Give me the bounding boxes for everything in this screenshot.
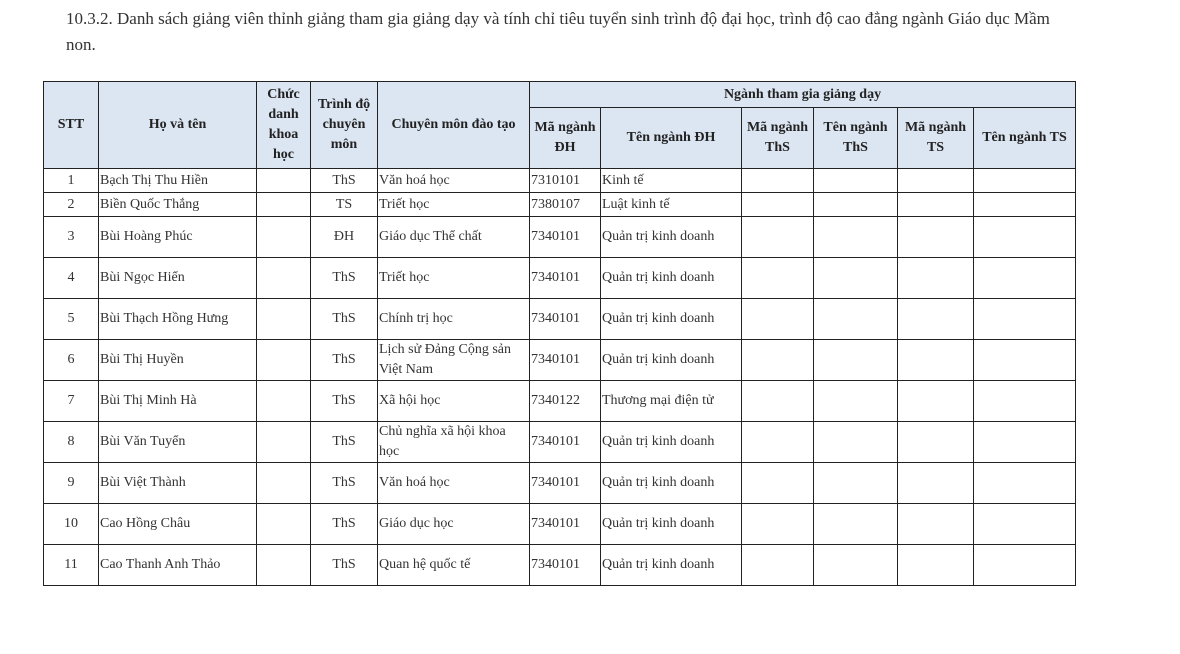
- cell-name: Bùi Ngọc Hiển: [99, 258, 257, 299]
- cell-code-ts: [898, 504, 974, 545]
- cell-degree: ThS: [311, 299, 378, 340]
- table-body: [44, 169, 1076, 586]
- cell-code-dh: 7340101: [530, 545, 601, 586]
- cell-name-ths: [814, 299, 898, 340]
- cell-stt: 6: [44, 340, 99, 381]
- cell-code-dh: 7310101: [530, 169, 601, 193]
- cell-specialty: Triết học: [378, 258, 530, 299]
- cell-name-dh: Quản trị kinh doanh: [601, 258, 742, 299]
- cell-name: Bạch Thị Thu Hiền: [99, 169, 257, 193]
- cell-code-ts: [898, 381, 974, 422]
- cell-degree: ThS: [311, 381, 378, 422]
- cell-name-ts: [974, 545, 1076, 586]
- cell-name-dh: Quản trị kinh doanh: [601, 504, 742, 545]
- cell-name-dh: Quản trị kinh doanh: [601, 340, 742, 381]
- cell-stt: 10: [44, 504, 99, 545]
- cell-code-dh: 7340122: [530, 381, 601, 422]
- table-row: [44, 299, 1076, 340]
- cell-name-ts: [974, 169, 1076, 193]
- cell-code-ths: [742, 381, 814, 422]
- cell-title: [257, 381, 311, 422]
- cell-specialty: Giáo dục Thể chất: [378, 217, 530, 258]
- cell-title: [257, 463, 311, 504]
- cell-name-ths: [814, 217, 898, 258]
- cell-name-ts: [974, 258, 1076, 299]
- cell-code-dh: 7340101: [530, 258, 601, 299]
- lecturer-table: [43, 81, 1076, 586]
- cell-name-ts: [974, 340, 1076, 381]
- cell-name: Bùi Thạch Hồng Hưng: [99, 299, 257, 340]
- cell-degree: ThS: [311, 340, 378, 381]
- cell-name-dh: Quản trị kinh doanh: [601, 545, 742, 586]
- cell-stt: 3: [44, 217, 99, 258]
- col-header-name-ths: Tên ngành ThS: [814, 108, 898, 169]
- cell-title: [257, 193, 311, 217]
- table-row: [44, 422, 1076, 463]
- cell-title: [257, 169, 311, 193]
- cell-specialty: Xã hội học: [378, 381, 530, 422]
- table-row: [44, 340, 1076, 381]
- table-row: [44, 193, 1076, 217]
- cell-name-ths: [814, 463, 898, 504]
- cell-name: Biền Quốc Thắng: [99, 193, 257, 217]
- cell-title: [257, 504, 311, 545]
- table-row: [44, 381, 1076, 422]
- col-header-code-ts: Mã ngành TS: [898, 108, 974, 169]
- cell-name-dh: Quản trị kinh doanh: [601, 422, 742, 463]
- col-header-code-dh: Mã ngành ĐH: [530, 108, 601, 169]
- cell-degree: ĐH: [311, 217, 378, 258]
- cell-name-ts: [974, 504, 1076, 545]
- cell-name: Bùi Thị Minh Hà: [99, 381, 257, 422]
- cell-code-ts: [898, 169, 974, 193]
- cell-degree: ThS: [311, 545, 378, 586]
- cell-name-ts: [974, 193, 1076, 217]
- col-header-name: Họ và tên: [99, 82, 257, 169]
- cell-code-ts: [898, 258, 974, 299]
- cell-code-ts: [898, 299, 974, 340]
- cell-code-ths: [742, 504, 814, 545]
- table-row: [44, 463, 1076, 504]
- col-header-title: Chức danh khoa học: [257, 82, 311, 169]
- cell-code-ts: [898, 340, 974, 381]
- cell-specialty: Văn hoá học: [378, 463, 530, 504]
- cell-degree: ThS: [311, 258, 378, 299]
- cell-code-ths: [742, 299, 814, 340]
- cell-name-ts: [974, 381, 1076, 422]
- cell-name-ths: [814, 504, 898, 545]
- cell-code-ths: [742, 422, 814, 463]
- table-row: [44, 217, 1076, 258]
- table-row: [44, 545, 1076, 586]
- cell-specialty: Quan hệ quốc tế: [378, 545, 530, 586]
- cell-code-dh: 7340101: [530, 463, 601, 504]
- cell-title: [257, 258, 311, 299]
- cell-name-dh: Kinh tế: [601, 169, 742, 193]
- cell-code-dh: 7340101: [530, 504, 601, 545]
- cell-name-dh: Quản trị kinh doanh: [601, 463, 742, 504]
- cell-stt: 1: [44, 169, 99, 193]
- cell-degree: ThS: [311, 169, 378, 193]
- col-header-stt: STT: [44, 82, 99, 169]
- col-header-specialty: Chuyên môn đào tạo: [378, 82, 530, 169]
- cell-name-ths: [814, 169, 898, 193]
- cell-stt: 11: [44, 545, 99, 586]
- cell-name-ths: [814, 258, 898, 299]
- cell-degree: ThS: [311, 463, 378, 504]
- cell-code-ts: [898, 422, 974, 463]
- cell-degree: ThS: [311, 422, 378, 463]
- cell-code-dh: 7340101: [530, 340, 601, 381]
- cell-title: [257, 299, 311, 340]
- cell-specialty: Lịch sử Đảng Cộng sản Việt Nam: [378, 340, 530, 381]
- cell-specialty: Chủ nghĩa xã hội khoa học: [378, 422, 530, 463]
- cell-code-dh: 7340101: [530, 422, 601, 463]
- cell-name-ths: [814, 381, 898, 422]
- cell-code-ths: [742, 340, 814, 381]
- cell-name-ts: [974, 217, 1076, 258]
- table-row: [44, 169, 1076, 193]
- cell-stt: 4: [44, 258, 99, 299]
- cell-code-ts: [898, 545, 974, 586]
- cell-title: [257, 422, 311, 463]
- cell-degree: ThS: [311, 504, 378, 545]
- cell-stt: 9: [44, 463, 99, 504]
- cell-name: Bùi Văn Tuyển: [99, 422, 257, 463]
- cell-code-dh: 7340101: [530, 217, 601, 258]
- cell-title: [257, 217, 311, 258]
- cell-code-ts: [898, 463, 974, 504]
- cell-name-ths: [814, 340, 898, 381]
- cell-specialty: Giáo dục học: [378, 504, 530, 545]
- table-header: [44, 82, 1076, 169]
- col-header-name-dh: Tên ngành ĐH: [601, 108, 742, 169]
- cell-name-ts: [974, 422, 1076, 463]
- col-header-name-ts: Tên ngành TS: [974, 108, 1076, 169]
- cell-code-ths: [742, 217, 814, 258]
- cell-specialty: Văn hoá học: [378, 169, 530, 193]
- cell-name: Cao Hồng Châu: [99, 504, 257, 545]
- table-row: [44, 258, 1076, 299]
- cell-specialty: Triết học: [378, 193, 530, 217]
- section-heading: 10.3.2. Danh sách giảng viên thỉnh giảng tham gia giảng dạy và tính chỉ tiêu tuyển sinh trình độ đại học, trình độ cao đẳng ngành Giáo dục Mầm non.: [66, 9, 1050, 54]
- cell-name-dh: Thương mại điện tử: [601, 381, 742, 422]
- cell-code-dh: 7380107: [530, 193, 601, 217]
- cell-stt: 8: [44, 422, 99, 463]
- cell-stt: 2: [44, 193, 99, 217]
- cell-code-ths: [742, 545, 814, 586]
- cell-code-dh: 7340101: [530, 299, 601, 340]
- cell-name-dh: Quản trị kinh doanh: [601, 299, 742, 340]
- cell-name-ths: [814, 193, 898, 217]
- cell-code-ts: [898, 193, 974, 217]
- cell-title: [257, 340, 311, 381]
- cell-code-ts: [898, 217, 974, 258]
- cell-specialty: Chính trị học: [378, 299, 530, 340]
- cell-code-ths: [742, 169, 814, 193]
- cell-name: Bùi Thị Huyền: [99, 340, 257, 381]
- cell-stt: 5: [44, 299, 99, 340]
- cell-name-ths: [814, 545, 898, 586]
- col-header-degree: Trình độ chuyên môn: [311, 82, 378, 169]
- cell-name: Bùi Hoàng Phúc: [99, 217, 257, 258]
- col-header-code-ths: Mã ngành ThS: [742, 108, 814, 169]
- cell-code-ths: [742, 258, 814, 299]
- col-header-group: Ngành tham gia giảng dạy: [530, 82, 1076, 108]
- cell-name: Cao Thanh Anh Thảo: [99, 545, 257, 586]
- cell-code-ths: [742, 463, 814, 504]
- cell-name-ts: [974, 463, 1076, 504]
- cell-name-ts: [974, 299, 1076, 340]
- cell-name-dh: Luật kinh tế: [601, 193, 742, 217]
- cell-degree: TS: [311, 193, 378, 217]
- cell-title: [257, 545, 311, 586]
- cell-stt: 7: [44, 381, 99, 422]
- cell-name-ths: [814, 422, 898, 463]
- cell-name: Bùi Việt Thành: [99, 463, 257, 504]
- table-row: [44, 504, 1076, 545]
- cell-name-dh: Quản trị kinh doanh: [601, 217, 742, 258]
- cell-code-ths: [742, 193, 814, 217]
